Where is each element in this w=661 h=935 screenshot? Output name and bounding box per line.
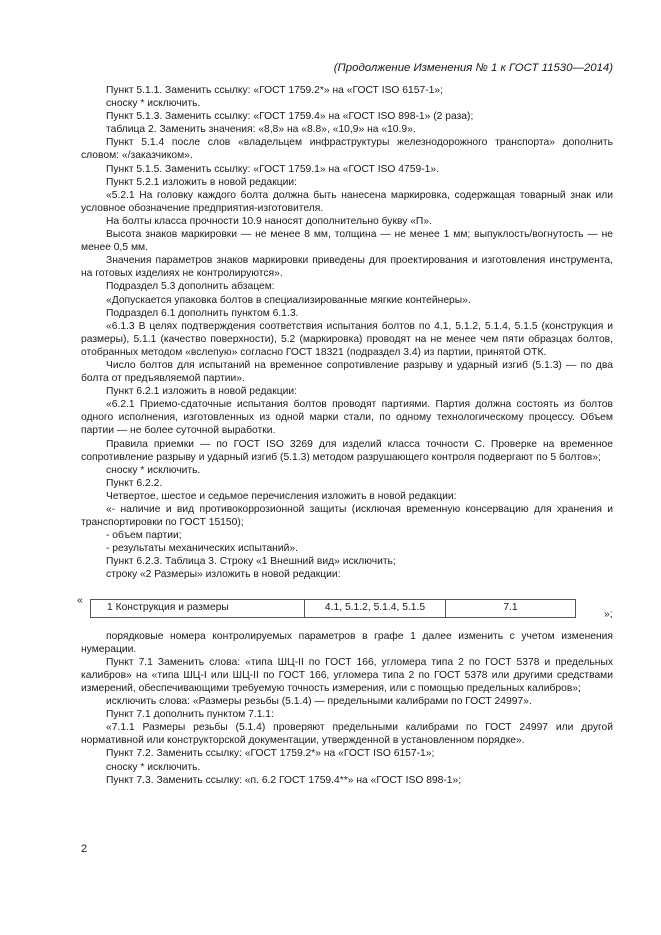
paragraph: Пункт 7.1 Заменить слова: «типа ШЦ-II по ГОСТ 166, угломера типа 2 по ГОСТ 5378 и предельных калибров» на «типа ШЦ-I или ШЦ-II по ГОСТ 166, угломера типа 2 по ГОСТ 5378 или другими средствами измерений, обеспечивающими требуемую точность измерения, или с помощью предельных калибров»; (81, 656, 613, 694)
page-number: 2 (81, 843, 88, 855)
paragraph: Значения параметров знаков маркировки приведены для проектирования и изготовления инструмента, на готовых изделиях не контролируются». (81, 255, 613, 280)
paragraph: Подраздел 5.3 дополнить абзацем: (106, 281, 275, 293)
paragraph: сноску * исключить. (106, 98, 201, 110)
paragraph: строку «2 Размеры» изложить в новой редакции: (106, 569, 341, 581)
paragraph: Пункт 7.2. Заменить ссылку: «ГОСТ 1759.2*» на «ГОСТ ISO 6157-1»; (106, 748, 435, 760)
paragraph: Пункт 5.1.4 после слов «владельцем инфраструктуры железнодорожного транспорта» дополнить словом: «/заказчиком». (81, 137, 613, 162)
paragraph: - объем партии; (106, 530, 182, 542)
paragraph: таблица 2. Заменить значения: «8,8» на «8.8», «10,9» на «10.9». (106, 124, 416, 136)
table-cell: 4.1, 5.1.2, 5.1.4, 5.1.5 (305, 599, 446, 617)
paragraph: Правила приемки — по ГОСТ ISO 3269 для изделий класса точности С. Проверке на временное сопротивление разрыву и ударный изгиб (5.1.3) методом разрушающего контроля подвергают по 5 болтов»; (81, 438, 613, 463)
paragraph: Пункт 5.1.5. Заменить ссылку: «ГОСТ 1759.1» на «ГОСТ ISO 4759-1». (106, 163, 439, 175)
paragraph: Высота знаков маркировки — не менее 8 мм, толщина — не менее 1 мм; выпуклость/вогнутость — не менее 0,5 мм. (81, 229, 613, 254)
paragraph: «6.1.3 В целях подтверждения соответствия испытания болтов по 4.1, 5.1.2, 5.1.4, 5.1.5 (конструкция и размеры), 5.1.1 (качество поверхности), 5.2 (маркировка) проводят на не менее чем пяти образцах болтов, отобранных методом «вслепую» согласно ГОСТ 18321 (подраздел 3.4) из партии, принятой ОТК. (81, 320, 613, 358)
paragraph: Пункт 6.2.2. (106, 477, 163, 489)
paragraph: На болты класса прочности 10.9 наносят дополнительно букву «П». (106, 215, 432, 227)
paragraph: «5.2.1 На головку каждого болта должна быть нанесена маркировка, содержащая товарный знак или условное обозначение предприятия-изготовителя. (81, 189, 613, 214)
table-close-quote: »; (604, 608, 613, 620)
paragraph: Пункт 7.3. Заменить ссылку: «п. 6.2 ГОСТ 1759.4**» на «ГОСТ ISO 898-1»; (106, 774, 462, 786)
table-cell: 7.1 (446, 599, 576, 617)
paragraph: Пункт 6.2.1 изложить в новой редакции: (106, 386, 298, 398)
page-header: (Продолжение Изменения № 1 к ГОСТ 11530—2014) (333, 62, 613, 74)
paragraph: исключить слова: «Размеры резьбы (5.1.4) — предельными калибрами по ГОСТ 24997». (106, 696, 532, 708)
paragraph: Число болтов для испытаний на временное сопротивление разрыву и ударный изгиб (5.1.3) — по два болта от предъявляемой партии». (81, 359, 613, 385)
paragraph: «- наличие и вид противокоррозионной защиты (исключая временную консервацию для хранения и транспортировки по ГОСТ 15150); (81, 504, 613, 529)
paragraph: Пункт 7.1 дополнить пунктом 7.1.1: (106, 709, 274, 721)
paragraph: Четвертое, шестое и седьмое перечисления изложить в новой редакции: (106, 490, 457, 502)
replacement-table-block (77, 594, 613, 630)
paragraph: порядковые номера контролируемых параметров в графе 1 далее изменить с учетом изменения нумерации. (81, 630, 613, 655)
paragraph: «6.2.1 Приемо-сдаточные испытания болтов проводят партиями. Партия должна состоять из болтов одного исполнения, изготовленных из одной марки стали, по одному технологическому процессу. Объем партии — не более суточной выработки. (81, 399, 613, 437)
paragraph: - результаты механических испытаний». (106, 543, 298, 555)
paragraph: Пункт 5.1.1. Заменить ссылку: «ГОСТ 1759.2*» на «ГОСТ ISO 6157-1»; (106, 85, 443, 96)
paragraph: Пункт 6.2.3. Таблица 3. Строку «1 Внешний вид» исключить; (106, 556, 396, 568)
paragraph: сноску * исключить. (106, 464, 201, 476)
table-open-quote: « (77, 594, 83, 606)
replacement-table (90, 599, 576, 618)
paragraph: Подраздел 6.1 дополнить пунктом 6.1.3. (106, 307, 299, 319)
document-body (77, 84, 613, 787)
table-row (91, 599, 576, 617)
table-cell: 1 Конструкция и размеры (91, 599, 305, 617)
paragraph: Пункт 5.2.1 изложить в новой редакции: (106, 176, 298, 188)
paragraph: «7.1.1 Размеры резьбы (5.1.4) проверяют предельными калибрами по ГОСТ 24997 или другой нормативной или конструкторской документации, утвержденной в установленном порядке». (81, 722, 613, 747)
paragraph: Пункт 5.1.3. Заменить ссылку: «ГОСТ 1759.4» на «ГОСТ ISO 898-1» (2 раза); (106, 111, 474, 123)
paragraph: сноску * исключить. (106, 761, 201, 773)
paragraph: «Допускается упаковка болтов в специализированные мягкие контейнеры». (106, 294, 471, 306)
